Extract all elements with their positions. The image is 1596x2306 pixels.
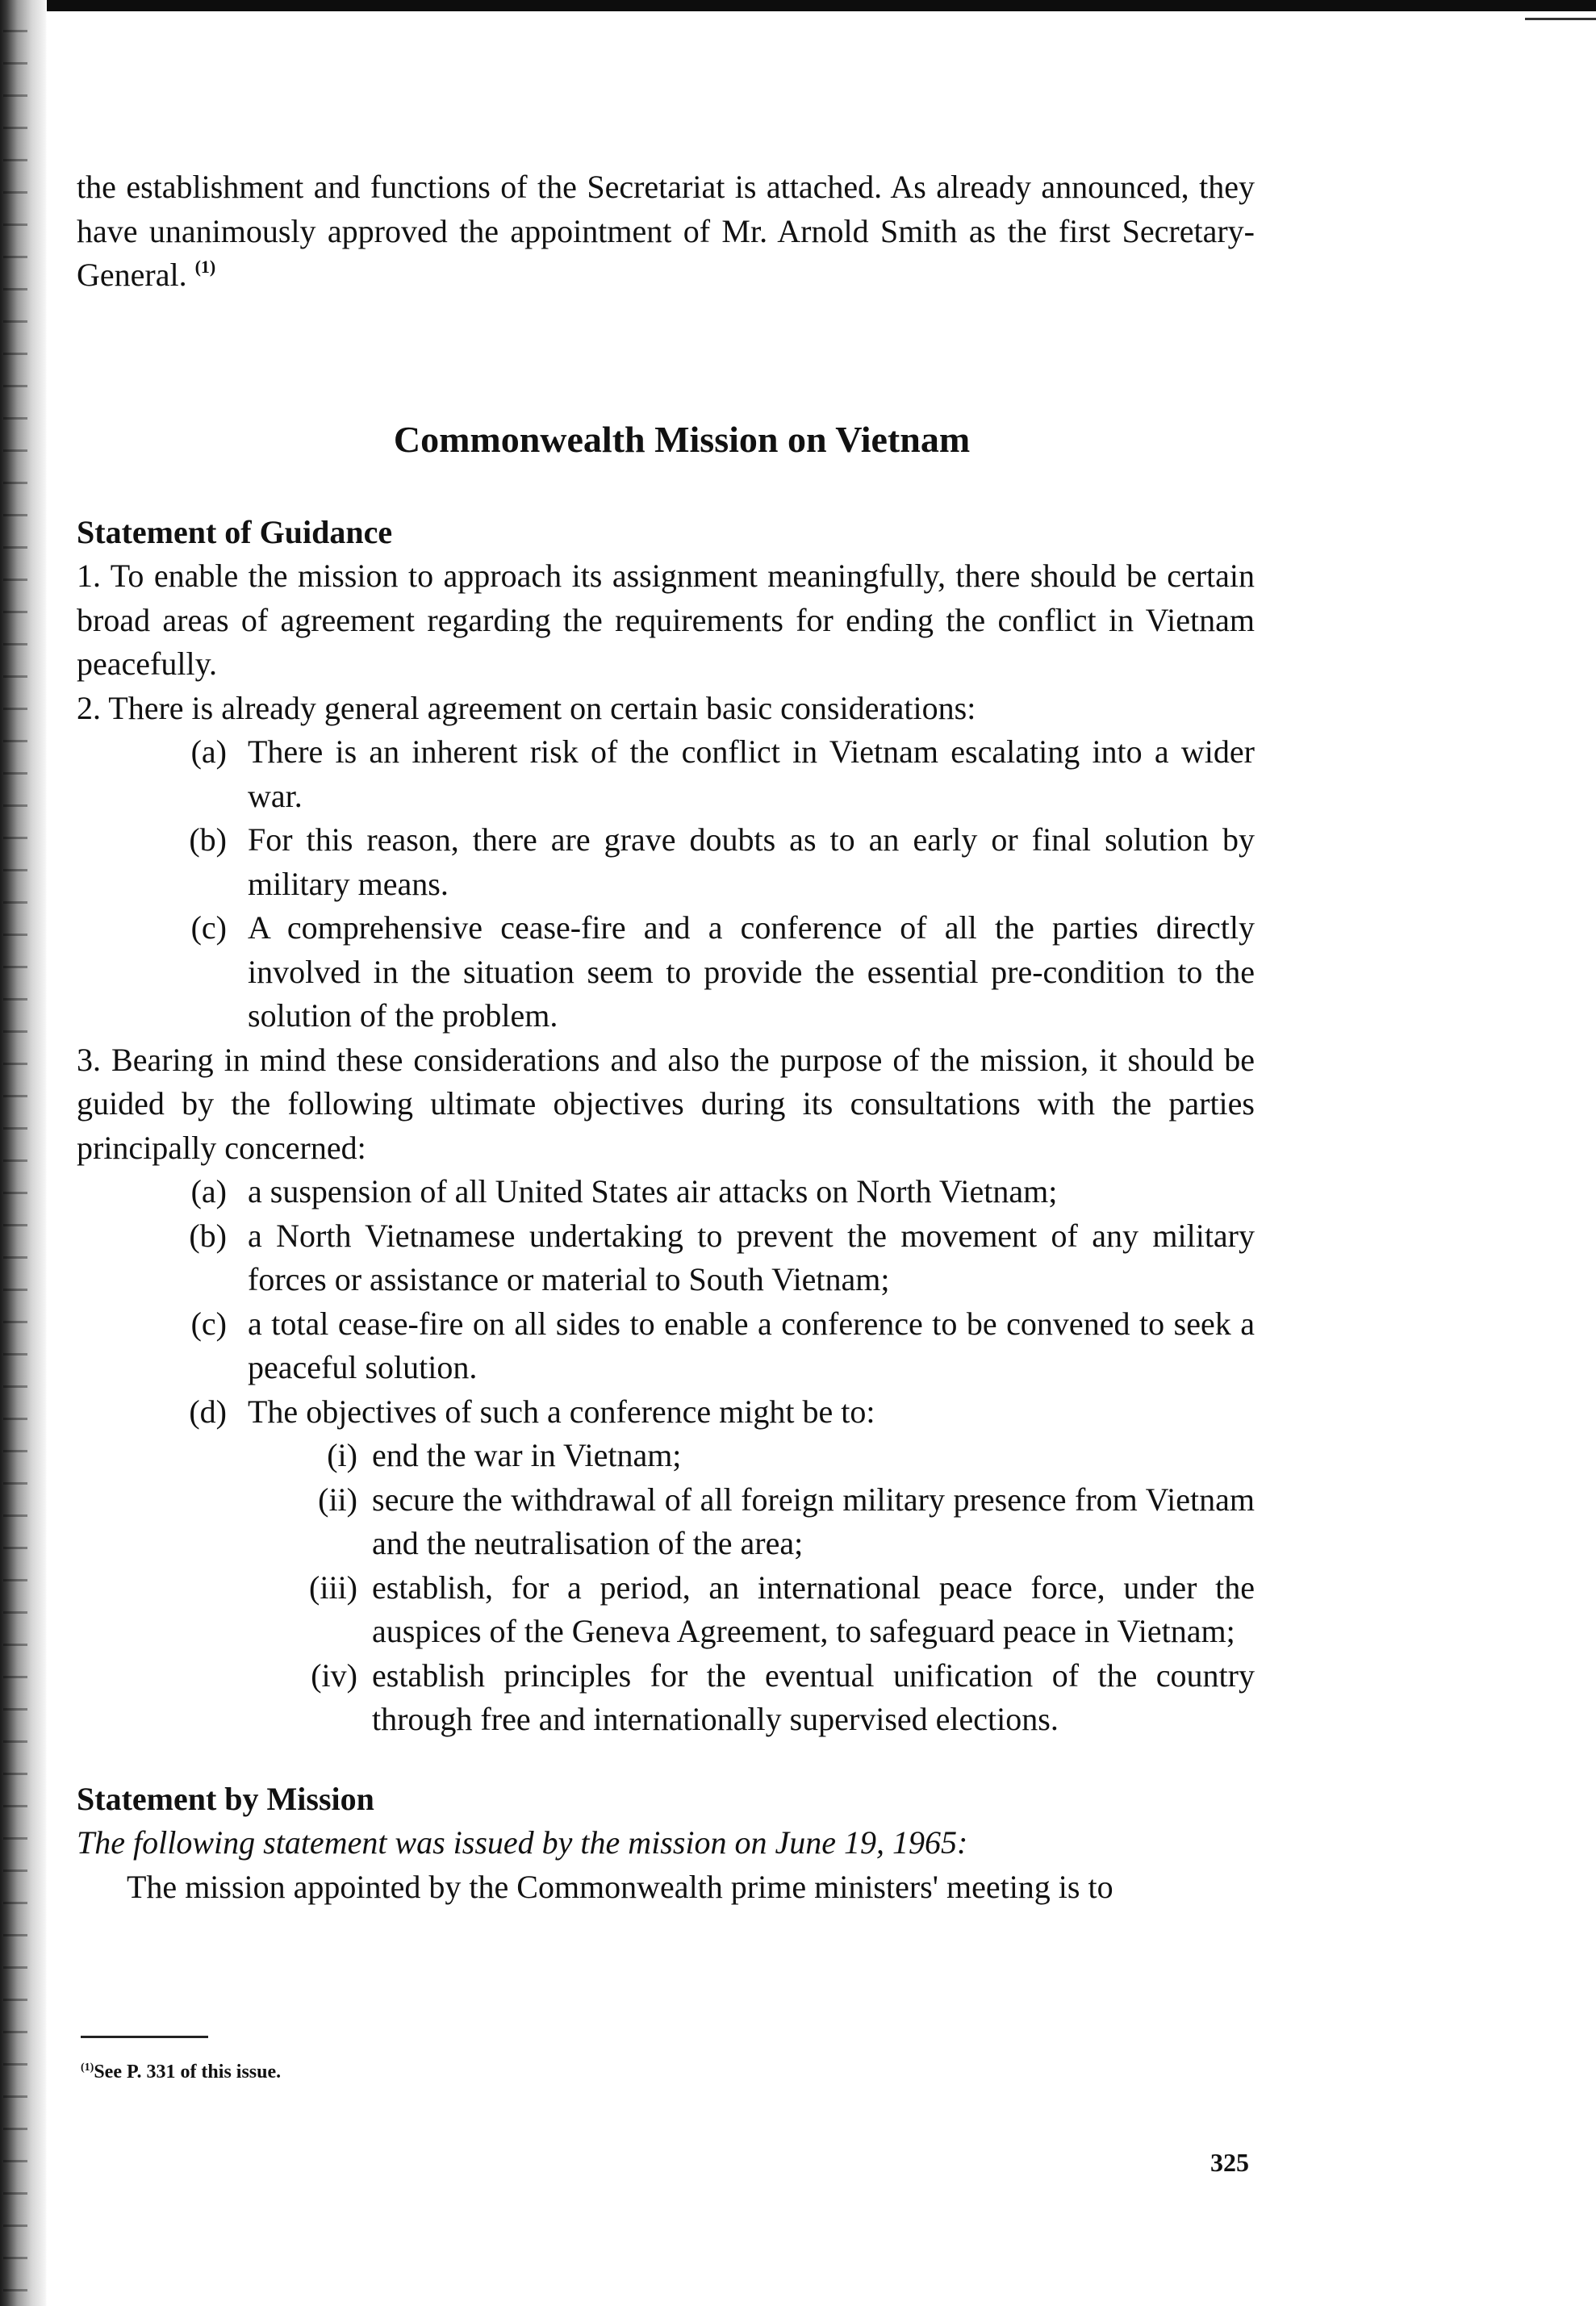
list-marker: (a) [190, 1173, 227, 1209]
list-item [77, 1302, 1255, 1390]
list-marker: (b) [189, 821, 227, 858]
footnote-divider [81, 2036, 208, 2038]
statement-of-guidance [77, 511, 1255, 1742]
footnote-text: See P. 331 of this issue. [94, 2062, 282, 2083]
list-item [77, 1566, 1255, 1654]
list-text: end the war in Vietnam; [372, 1437, 682, 1473]
list-text: There is an inherent risk of the conflict in Vietnam escalating into a wider war. [248, 733, 1255, 814]
list-text: a North Vietnamese undertaking to prevent the movement of any military forces or assistance or material to South Vietnam; [248, 1217, 1255, 1297]
guidance-heading: Statement of Guidance [77, 513, 393, 550]
list-item [77, 1478, 1255, 1566]
section-spacer [77, 1742, 1255, 1778]
list-marker: (c) [190, 909, 227, 946]
list-marker: (iii) [309, 1569, 357, 1606]
list-marker: (ii) [318, 1481, 357, 1518]
list-marker: (iv) [311, 1656, 357, 1694]
list-item [77, 730, 1255, 818]
page-number: 325 [1210, 2148, 1249, 2177]
scan-top-mark [1525, 18, 1596, 20]
list-marker: (a) [190, 733, 227, 770]
list-text: secure the withdrawal of all foreign military presence from Vietnam and the neutralisation of the area; [372, 1481, 1255, 1561]
scan-binding-texture [3, 0, 27, 2306]
list-marker: (d) [189, 1393, 227, 1430]
considerations-list [77, 730, 1255, 1038]
footnote-reference: (1) [194, 257, 216, 277]
list-marker: (c) [190, 1305, 227, 1342]
guidance-paragraph-3: 3. Bearing in mind these considerations and also the purpose of the mission, it should be guided by the following ultimate objectives during its consultations with the parties principally concerned: [77, 1041, 1255, 1166]
list-text: establish, for a period, an international peace force, under the auspices of the Geneva Agreement, to safeguard peace in Vietnam; [372, 1569, 1255, 1649]
list-item [77, 1434, 1255, 1478]
mission-heading: Statement by Mission [77, 1780, 374, 1817]
statement-by-mission [77, 1778, 1255, 1910]
guidance-paragraph-1: 1. To enable the mission to approach its assignment meaningfully, there should be certain broad areas of agreement regarding the requirements for ending the conflict in Vietnam peacefully. [77, 558, 1255, 682]
scan-top-edge [0, 0, 1596, 11]
page-body [77, 165, 1255, 1909]
page-title: Commonwealth Mission on Vietnam [393, 418, 971, 460]
opening-paragraph-text: the establishment and functions of the Secretariat is attached. As already announced, they have unanimously approved the appointment of Mr. Arnold Smith as the first Secretary-General. [77, 169, 1255, 293]
list-item [77, 1654, 1255, 1742]
list-text: a total cease-fire on all sides to enable a conference to be convened to seek a peaceful solution. [248, 1305, 1255, 1385]
conference-objectives-list [77, 1434, 1255, 1742]
list-item [77, 1390, 1255, 1435]
objectives-list [77, 1170, 1255, 1434]
list-item [77, 1170, 1255, 1214]
opening-paragraph [77, 165, 1255, 298]
guidance-paragraph-2: 2. There is already general agreement on certain basic considerations: [77, 689, 976, 726]
list-text: establish principles for the eventual unification of the country through free and internationally supervised elections. [372, 1656, 1255, 1737]
list-text: A comprehensive cease-fire and a conference of all the parties directly involved in the situation seem to provide the essential pre-condition to the solution of the problem. [248, 909, 1255, 1034]
list-marker: (i) [327, 1437, 357, 1473]
list-text: a suspension of all United States air attacks on North Vietnam; [248, 1173, 1058, 1209]
list-item [77, 818, 1255, 906]
list-marker: (b) [189, 1217, 227, 1254]
list-item [77, 1214, 1255, 1302]
list-text: For this reason, there are grave doubts as to an early or final solution by military means. [248, 821, 1255, 902]
list-text: The objectives of such a conference might be to: [248, 1393, 875, 1430]
list-item [77, 906, 1255, 1038]
footnote [81, 2059, 281, 2085]
mission-intro: The following statement was issued by the mission on June 19, 1965: [77, 1824, 968, 1861]
footnote-marker: (1) [81, 2062, 94, 2074]
mission-text: The mission appointed by the Commonwealth prime ministers' meeting is to [127, 1868, 1113, 1905]
